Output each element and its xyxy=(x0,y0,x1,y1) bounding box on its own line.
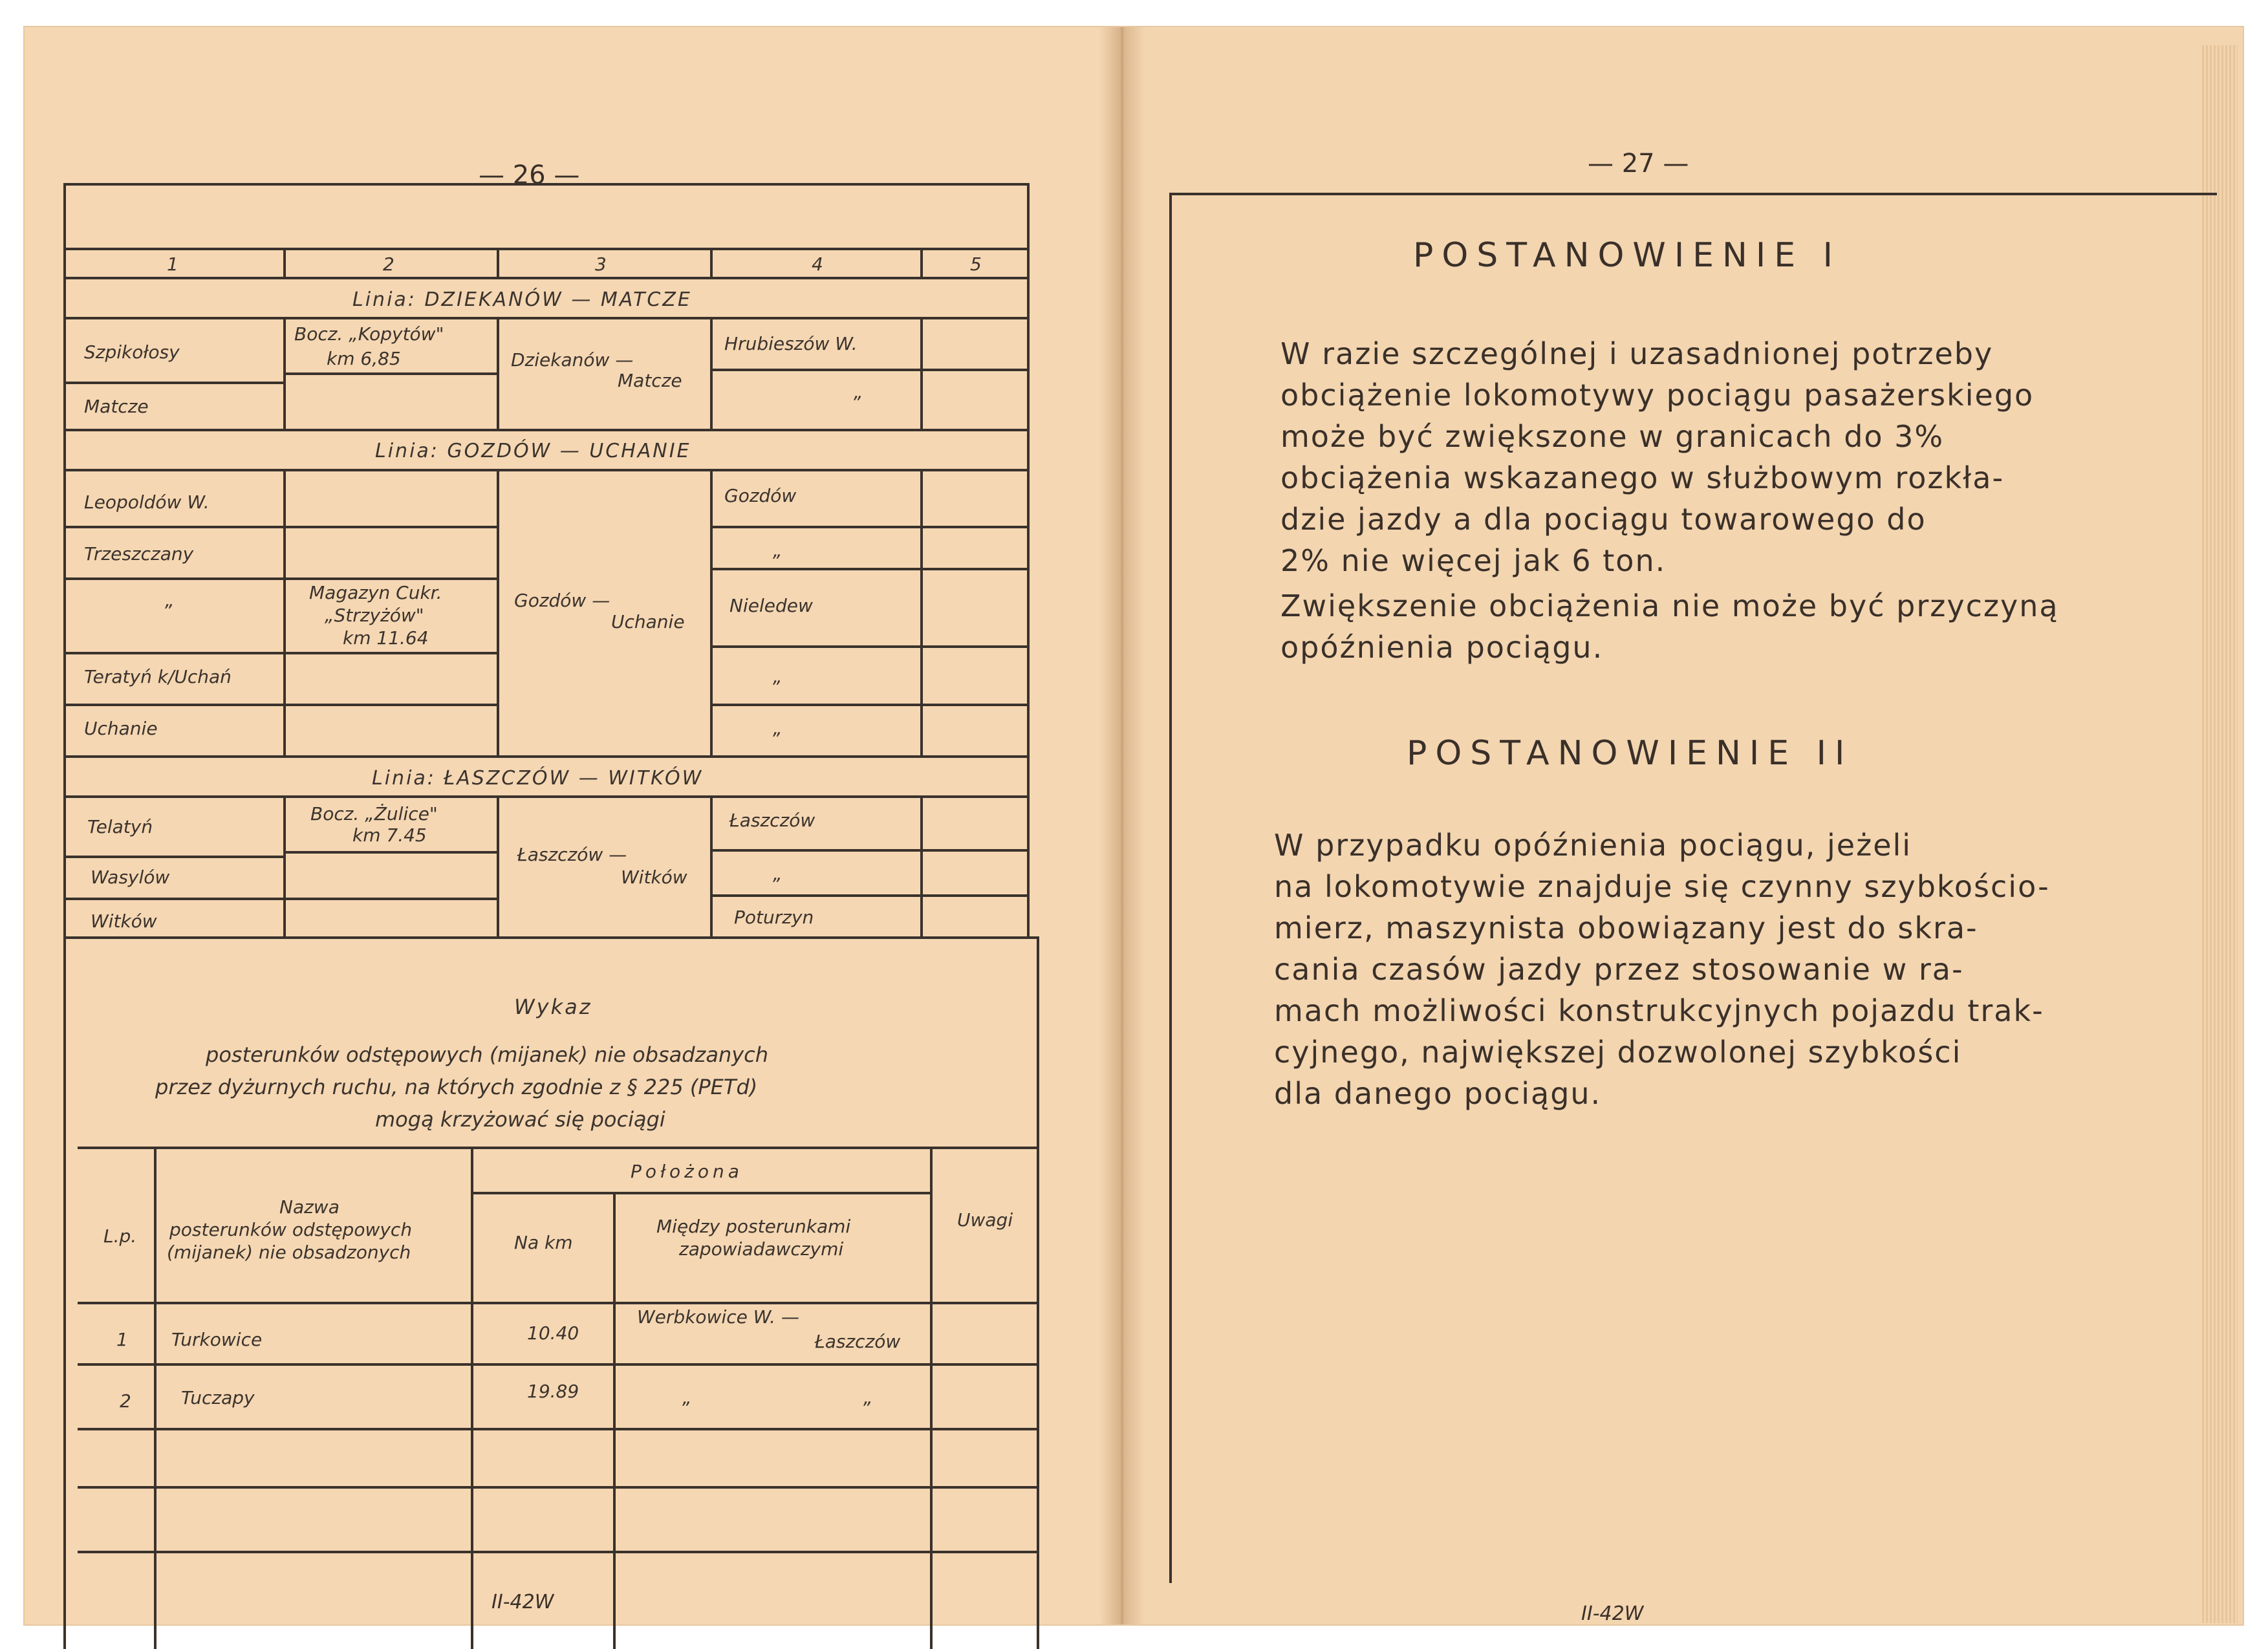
siding-km-cell: km 6,85 xyxy=(327,348,401,369)
station-cell: Trzeszczany xyxy=(84,543,194,565)
header-polozona: Położona xyxy=(631,1161,743,1182)
junction-cell: „ xyxy=(773,666,783,687)
route-cell: Matcze xyxy=(618,370,682,391)
title-postanowienie-2: POSTANOWIENIE II xyxy=(1407,734,1853,773)
junction-cell: „ xyxy=(773,540,783,561)
col-header-4: 4 xyxy=(812,253,823,275)
route-cell: Gozdów — xyxy=(514,590,610,611)
siding-km-cell: km 11.64 xyxy=(343,627,429,649)
row-km: 10.40 xyxy=(527,1322,579,1344)
title-postanowienie-1: POSTANOWIENIE I xyxy=(1413,236,1841,275)
row-nazwa: Tuczapy xyxy=(181,1387,255,1408)
siding-cell: „Strzyżów" xyxy=(325,605,424,626)
paragraph-line: na lokomotywie znajduje się czynny szybkościo- xyxy=(1274,869,2050,904)
paragraph-line: cania czasów jazdy przez stosowanie w ra- xyxy=(1274,952,1964,987)
header-nazwa: (mijanek) nie obsadzonych xyxy=(167,1242,411,1263)
section-title-laszczow: Linia: ŁASZCZÓW — WITKÓW xyxy=(372,767,704,790)
station-cell: Witków xyxy=(91,911,157,932)
header-miedzy: Między posterunkami xyxy=(656,1216,851,1237)
station-cell: Telatyń xyxy=(87,816,153,837)
paragraph-1 xyxy=(1280,333,2034,581)
route-cell: Uchanie xyxy=(611,611,685,632)
header-uwagi: Uwagi xyxy=(957,1209,1013,1231)
paragraph-line: opóźnienia pociągu. xyxy=(1280,630,1604,665)
siding-cell: Bocz. „Żulice" xyxy=(310,803,438,824)
wykaz-title: Wykaz xyxy=(514,995,592,1019)
paragraph-line: dzie jazdy a dla pociągu towarowego do xyxy=(1280,502,1927,537)
paragraph-line: mach możliwości konstrukcyjnych pojazdu trak- xyxy=(1274,993,2044,1028)
station-cell: Matcze xyxy=(84,396,149,417)
col-header-5: 5 xyxy=(970,253,982,275)
station-cell: Leopoldów W. xyxy=(84,491,210,513)
paragraph-line: może być zwiększone w granicach do 3% xyxy=(1280,419,1945,454)
junction-cell: Gozdów xyxy=(724,485,797,506)
siding-km-cell: km 7.45 xyxy=(352,824,427,846)
station-cell: „ xyxy=(165,590,175,611)
paragraph-2 xyxy=(1280,585,2059,668)
route-cell: Dziekanów — xyxy=(511,349,634,371)
col-header-1: 1 xyxy=(167,253,178,275)
header-nazwa: Nazwa xyxy=(279,1196,340,1218)
row-lp: 2 xyxy=(120,1390,131,1412)
row-miedzy: Werbkowice W. — xyxy=(637,1306,799,1328)
wykaz-line: mogą krzyżować się pociągi xyxy=(375,1107,665,1132)
paragraph-3 xyxy=(1274,824,2050,1114)
col-header-3: 3 xyxy=(595,253,607,275)
row-lp: 1 xyxy=(116,1329,128,1350)
section-title-dziekanow: Linia: DZIEKANÓW — MATCZE xyxy=(352,288,692,311)
wykaz-line: posterunków odstępowych (mijanek) nie obsadzanych xyxy=(206,1042,769,1067)
station-cell: Wasylów xyxy=(91,867,170,888)
junction-cell: Hrubieszów W. xyxy=(724,333,858,354)
header-miedzy: zapowiadawczymi xyxy=(679,1238,844,1260)
junction-cell: Poturzyn xyxy=(734,907,814,928)
paragraph-line: 2% nie więcej jak 6 ton. xyxy=(1280,543,1667,578)
junction-cell: „ xyxy=(773,718,783,739)
header-nazwa: posterunków odstępowych xyxy=(169,1219,413,1240)
row-miedzy: „ xyxy=(682,1387,692,1408)
paragraph-line: W razie szczególnej i uzasadnionej potrzeby xyxy=(1280,336,1994,371)
station-cell: Teratyń k/Uchań xyxy=(84,666,232,687)
paragraph-line: Zwiększenie obciążenia nie może być przyczyną xyxy=(1280,588,2059,623)
row-miedzy: „ xyxy=(863,1387,873,1408)
station-cell: Uchanie xyxy=(84,718,158,739)
paragraph-line: cyjnego, największej dozwolonej szybkości xyxy=(1274,1035,1962,1070)
right-footer-code: II-42W xyxy=(1581,1602,1644,1625)
left-footer-code: II-42W xyxy=(491,1591,554,1613)
left-page-number: — 26 — xyxy=(479,160,580,190)
junction-cell: „ xyxy=(854,382,863,403)
paragraph-line: obciążenie lokomotywy pociągu pasażerskiego xyxy=(1280,378,2035,413)
siding-cell: Bocz. „Kopytów" xyxy=(294,323,444,345)
siding-cell: Magazyn Cukr. xyxy=(309,582,442,603)
paragraph-line: mierz, maszynista obowiązany jest do skra- xyxy=(1274,911,1978,945)
row-nazwa: Turkowice xyxy=(171,1329,263,1350)
junction-cell: „ xyxy=(773,863,783,885)
row-miedzy: Łaszczów xyxy=(815,1331,901,1352)
section-title-gozdow: Linia: GOZDÓW — UCHANIE xyxy=(375,440,691,462)
station-cell: Szpikołosy xyxy=(84,341,180,363)
junction-cell: Łaszczów xyxy=(729,810,815,831)
route-cell: Witków xyxy=(621,867,687,888)
col-header-2: 2 xyxy=(383,253,394,275)
right-page-number: — 27 — xyxy=(1588,149,1689,178)
route-cell: Łaszczów — xyxy=(517,844,627,865)
wykaz-line: przez dyżurnych ruchu, na których zgodnie z § 225 (PETd) xyxy=(155,1075,758,1099)
paragraph-line: obciążenia wskazanego w służbowym rozkła- xyxy=(1280,460,2005,495)
paragraph-line: W przypadku opóźnienia pociągu, jeżeli xyxy=(1274,828,1912,863)
junction-cell: Nieledew xyxy=(729,595,813,616)
header-lp: L.p. xyxy=(103,1225,137,1247)
header-na-km: Na km xyxy=(514,1232,573,1253)
row-km: 19.89 xyxy=(527,1381,579,1402)
paragraph-line: dla danego pociągu. xyxy=(1274,1076,1602,1111)
